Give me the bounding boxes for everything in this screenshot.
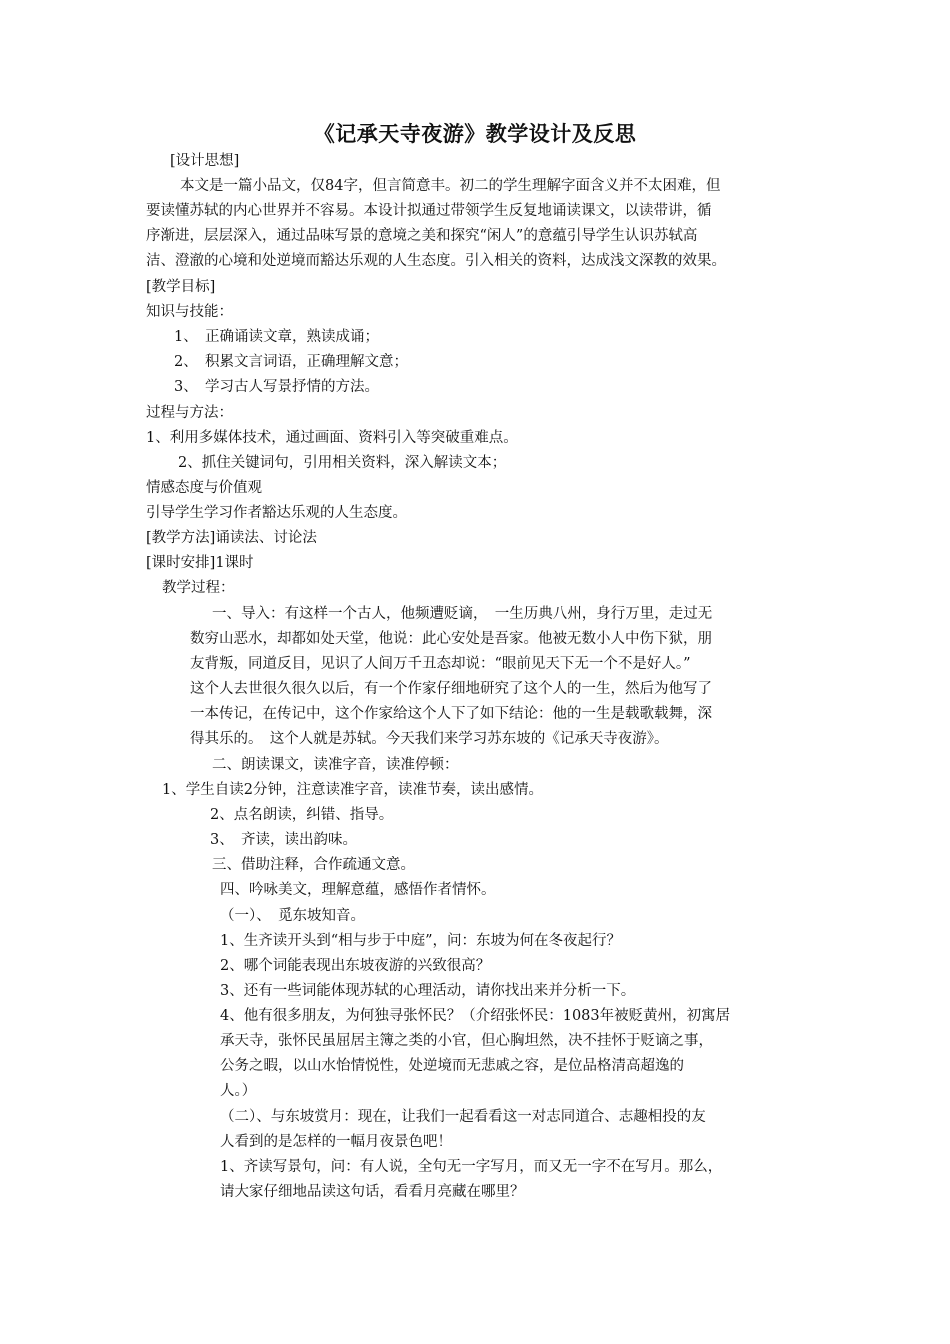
text-line: 3、 齐读，读出韵味。 xyxy=(210,832,357,848)
text-line: 要读懂苏轼的内心世界并不容易。本设计拟通过带领学生反复地诵读课文，以读带讲，循 xyxy=(146,203,712,219)
text-line: 2、 积累文言词语，正确理解文意； xyxy=(174,354,408,370)
text-line: 本文是一篇小品文，仅84字，但言简意丰。初二的学生理解字面含义并不太困难，但 xyxy=(180,178,721,194)
text-line: 四、吟咏美文，理解意蕴，感悟作者情怀。 xyxy=(220,882,496,898)
text-line: [设计思想] xyxy=(170,153,240,169)
text-line: 引导学生学习作者豁达乐观的人生态度。 xyxy=(146,505,407,521)
text-line: 得其乐的。 这个人就是苏轼。今天我们来学习苏东坡的《记承天寺夜游》。 xyxy=(190,731,669,747)
text-line: 教学过程： xyxy=(162,580,235,596)
text-line: 1、齐读写景句，问：有人说，全句无一字写月，而又无一字不在写月。那么， xyxy=(220,1159,723,1175)
text-line: 1、 正确诵读文章，熟读成诵； xyxy=(174,329,379,345)
document-title: 《记承天寺夜游》教学设计及反思 xyxy=(313,121,637,146)
text-line: 三、借助注释，合作疏通文意。 xyxy=(212,857,415,873)
text-line: 请大家仔细地品读这句话，看看月亮藏在哪里？ xyxy=(220,1184,525,1200)
text-line: 知识与技能： xyxy=(146,304,233,320)
text-line: 数穷山恶水，却都如处天堂，他说：此心安处是吾家。他被无数小人中伤下狱，朋 xyxy=(190,631,712,647)
text-line: 一、导入：有这样一个古人，他频遭贬谪， 一生历典八州，身行万里，走过无 xyxy=(212,606,713,622)
text-line: 2、哪个词能表现出东坡夜游的兴致很高？ xyxy=(220,958,491,974)
text-line: 序渐进，层层深入，通过品味写景的意境之美和探究“闲人”的意蕴引导学生认识苏轼高 xyxy=(146,228,698,244)
text-line: 1、利用多媒体技术，通过画面、资料引入等突破重难点。 xyxy=(146,430,518,446)
text-line: 这个人去世很久很久以后，有一个作家仔细地研究了这个人的一生，然后为他写了 xyxy=(190,681,712,697)
text-line: （二）、与东坡赏月：现在，让我们一起看看这一对志同道合、志趣相投的友 xyxy=(220,1109,706,1125)
text-line: （一）、 觅东坡知音。 xyxy=(220,908,365,924)
text-line: 3、还有一些词能体现苏轼的心理活动，请你找出来并分析一下。 xyxy=(220,983,636,999)
text-line: 洁、澄澈的心境和处逆境而豁达乐观的人生态度。引入相关的资料，达成浅文深教的效果。 xyxy=(146,253,726,269)
text-line: 过程与方法： xyxy=(146,405,233,421)
text-line: 二、朗读课文，读准字音，读准停顿： xyxy=(212,757,459,773)
text-line: 友背叛，同道反目，见识了人间万千丑态却说：“眼前见天下无一个不是好人。” xyxy=(190,656,691,672)
text-line: 1、生齐读开头到“相与步于中庭”，问：东坡为何在冬夜起行？ xyxy=(220,933,622,949)
text-line: [课时安排]1课时 xyxy=(146,555,254,571)
text-line: [教学目标] xyxy=(146,279,216,295)
text-line: 公务之暇，以山水怡情悦性，处逆境而无悲戚之容，是位品格清高超逸的 xyxy=(220,1058,684,1074)
text-line: 1、学生自读2分钟，注意读准字音，读准节奏，读出感情。 xyxy=(162,782,543,798)
text-line: 承天寺，张怀民虽屈居主簿之类的小官，但心胸坦然，决不挂怀于贬谪之事， xyxy=(220,1033,713,1049)
text-line: 人。） xyxy=(220,1083,257,1099)
text-line: 2、抓住关键词句，引用相关资料，深入解读文本； xyxy=(178,455,507,471)
text-line: 4、他有很多朋友，为何独寻张怀民？（介绍张怀民：1083年被贬黄州，初寓居 xyxy=(220,1008,731,1024)
text-line: 一本传记，在传记中，这个作家给这个人下了如下结论：他的一生是载歌载舞，深 xyxy=(190,706,712,722)
text-line: 3、 学习古人写景抒情的方法。 xyxy=(174,379,379,395)
text-line: [教学方法]诵读法、讨论法 xyxy=(146,530,317,546)
text-line: 人看到的是怎样的一幅月夜景色吧！ xyxy=(220,1134,452,1150)
text-line: 2、点名朗读，纠错、指导。 xyxy=(210,807,394,823)
text-line: 情感态度与价值观 xyxy=(146,480,262,496)
